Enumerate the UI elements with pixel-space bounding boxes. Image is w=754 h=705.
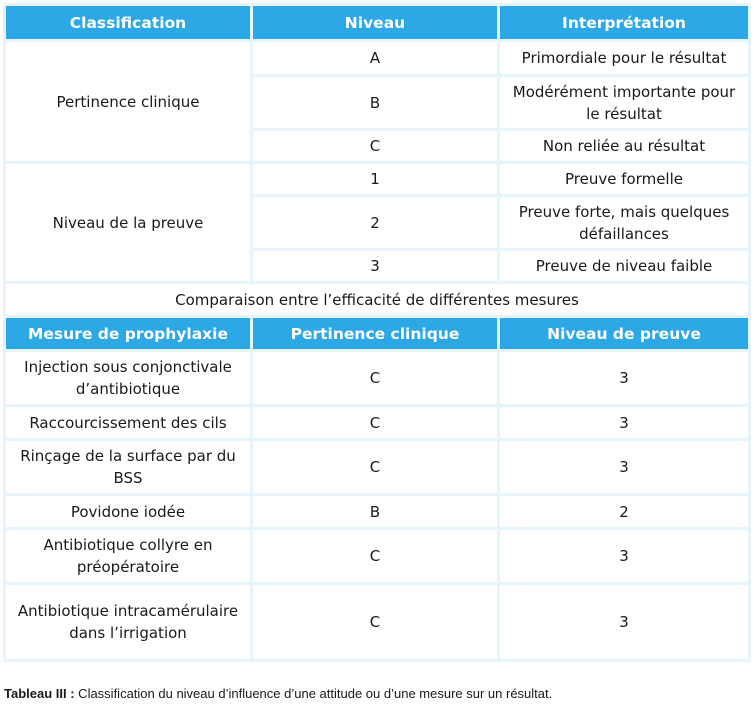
measure-name: Rinçage de la surface par du BSS [6,441,250,493]
interpretation-cell: Primordiale pour le résultat [500,42,748,74]
table-row [6,352,748,404]
interpretation-cell: Preuve forte, mais quelques défaillances [500,197,748,248]
interpretation-cell: Preuve de niveau faible [500,251,748,281]
table-row [6,530,748,582]
measure-preuve: 3 [500,352,748,404]
table-caption [4,686,552,701]
measure-pertinence: C [253,441,497,493]
measure-name: Povidone iodée [6,496,250,527]
header-preuve: Niveau de preuve [500,318,748,349]
niveau-cell: B [253,77,497,128]
interpretation-cell: Modérément importante pour le résultat [500,77,748,128]
header-interpretation: Interprétation [500,6,748,39]
classification-cell: Niveau de la preuve [6,164,250,281]
measure-preuve: 2 [500,496,748,527]
measure-pertinence: C [253,530,497,582]
interpretation-cell: Preuve formelle [500,164,748,194]
table-row [6,42,748,74]
table-row [6,407,748,438]
measure-name: Injection sous conjonctivale d’antibiotique [6,352,250,404]
header-row-1 [6,6,748,39]
measure-pertinence: C [253,407,497,438]
header-classification: Classification [6,6,250,39]
measure-preuve: 3 [500,407,748,438]
table-row [6,441,748,493]
classification-table [3,3,751,662]
comparison-title-row [6,284,748,315]
measure-pertinence: B [253,496,497,527]
header-row-2 [6,318,748,349]
header-mesure: Mesure de prophylaxie [6,318,250,349]
interpretation-cell: Non reliée au résultat [500,131,748,161]
caption-label: Tableau III : [4,686,75,701]
niveau-cell: 2 [253,197,497,248]
niveau-cell: 3 [253,251,497,281]
measure-preuve: 3 [500,441,748,493]
niveau-cell: A [253,42,497,74]
measure-pertinence: C [253,352,497,404]
measure-name: Antibiotique collyre en préopératoire [6,530,250,582]
comparison-title: Comparaison entre l’efficacité de différentes mesures [6,284,748,315]
measure-preuve: 3 [500,530,748,582]
classification-cell: Pertinence clinique [6,42,250,161]
table-row [6,496,748,527]
header-pertinence: Pertinence clinique [253,318,497,349]
measure-preuve: 3 [500,585,748,659]
header-niveau: Niveau [253,6,497,39]
niveau-cell: C [253,131,497,161]
measure-name: Raccourcissement des cils [6,407,250,438]
niveau-cell: 1 [253,164,497,194]
caption-text: Classification du niveau d’influence d’une attitude ou d’une mesure sur un résultat. [74,686,553,701]
measure-pertinence: C [253,585,497,659]
table-row [6,164,748,194]
measure-name: Antibiotique intracamérulaire dans l’irrigation [6,585,250,659]
table-row [6,585,748,659]
